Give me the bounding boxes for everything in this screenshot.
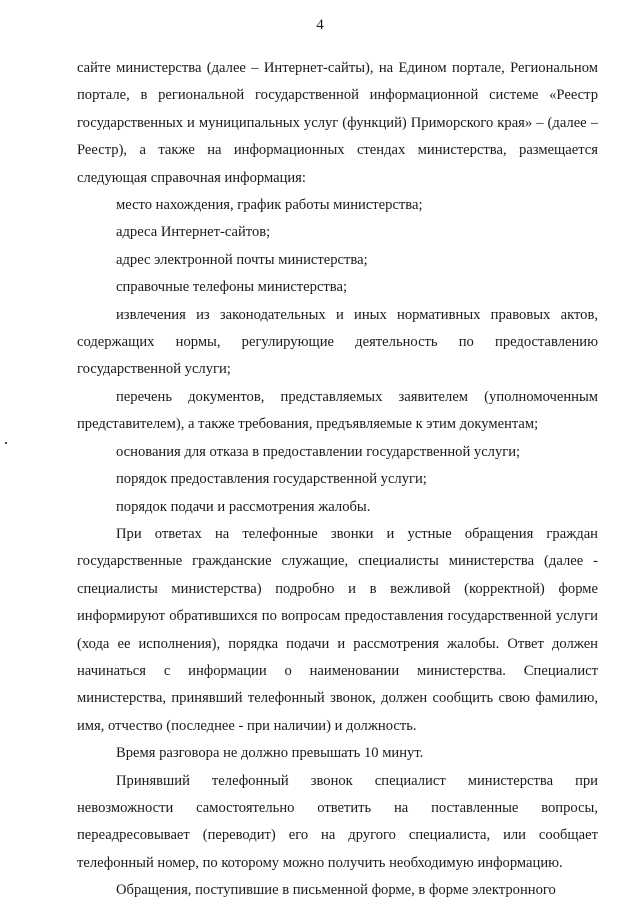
- list-item-location-schedule: место нахождения, график работы министерства;: [116, 197, 423, 214]
- paragraph-call-redirect: Принявший телефонный звонок специалист министерства при невозможности самостоятельно ответить на поставленные вопросы, переадресовывает (переводит) его на другого специалиста, или сообщает телефонный номер, по которому можно получить необходимую информацию.: [77, 772, 598, 871]
- list-item-email-address: адрес электронной почты министерства;: [116, 251, 368, 268]
- paragraph-call-duration: Время разговора не должно превышать 10 минут.: [116, 745, 424, 762]
- scan-margin-dot: [5, 442, 7, 444]
- list-item-complaint-procedure: порядок подачи и рассмотрения жалобы.: [116, 498, 371, 515]
- list-item-refusal-grounds: основания для отказа в предоставлении государственной услуги;: [116, 443, 521, 460]
- list-item-phone-numbers: справочные телефоны министерства;: [116, 279, 348, 296]
- paragraph-phone-inquiries: При ответах на телефонные звонки и устные обращения граждан государственные гражданские служащие, специалисты министерства (далее - специалисты министерства) подробно и в вежливой (корректной) форме информируют обратившихся по вопросам предоставления государственной услуги (хода ее исполнения), порядка подачи и рассмотрения жалобы. Ответ должен начинаться с информации о наименовании министерства. Специалист министерства, принявший телефонный звонок, должен сообщить свою фамилию, имя, отчество (последнее - при наличии) и должность.: [77, 525, 598, 734]
- page-number: 4: [316, 17, 324, 33]
- list-item-document-list: перечень документов, представляемых заявителем (уполномоченным представителем), а также требования, предъявляемые к этим документам;: [77, 388, 598, 433]
- list-item-legal-extracts: извлечения из законодательных и иных нормативных правовых актов, содержащих нормы, регулирующие деятельность по предоставлению государственной услуги;: [77, 306, 598, 378]
- list-item-service-procedure: порядок предоставления государственной услуги;: [116, 471, 427, 488]
- paragraph-continuation: сайте министерства (далее – Интернет-сайты), на Едином портале, Региональном портале, в региональной государственной информационной системе «Реестр государственных и муниципальных услуг (функций) Приморского края» – (далее – Реестр), а также на информационных стендах министерства, размещается следующая справочная информация:: [77, 60, 598, 186]
- document-body: [77, 55, 598, 905]
- list-item-website-addresses: адреса Интернет-сайтов;: [116, 224, 271, 241]
- paragraph-written-inquiries: Обращения, поступившие в письменной форме, в форме электронного: [116, 882, 556, 899]
